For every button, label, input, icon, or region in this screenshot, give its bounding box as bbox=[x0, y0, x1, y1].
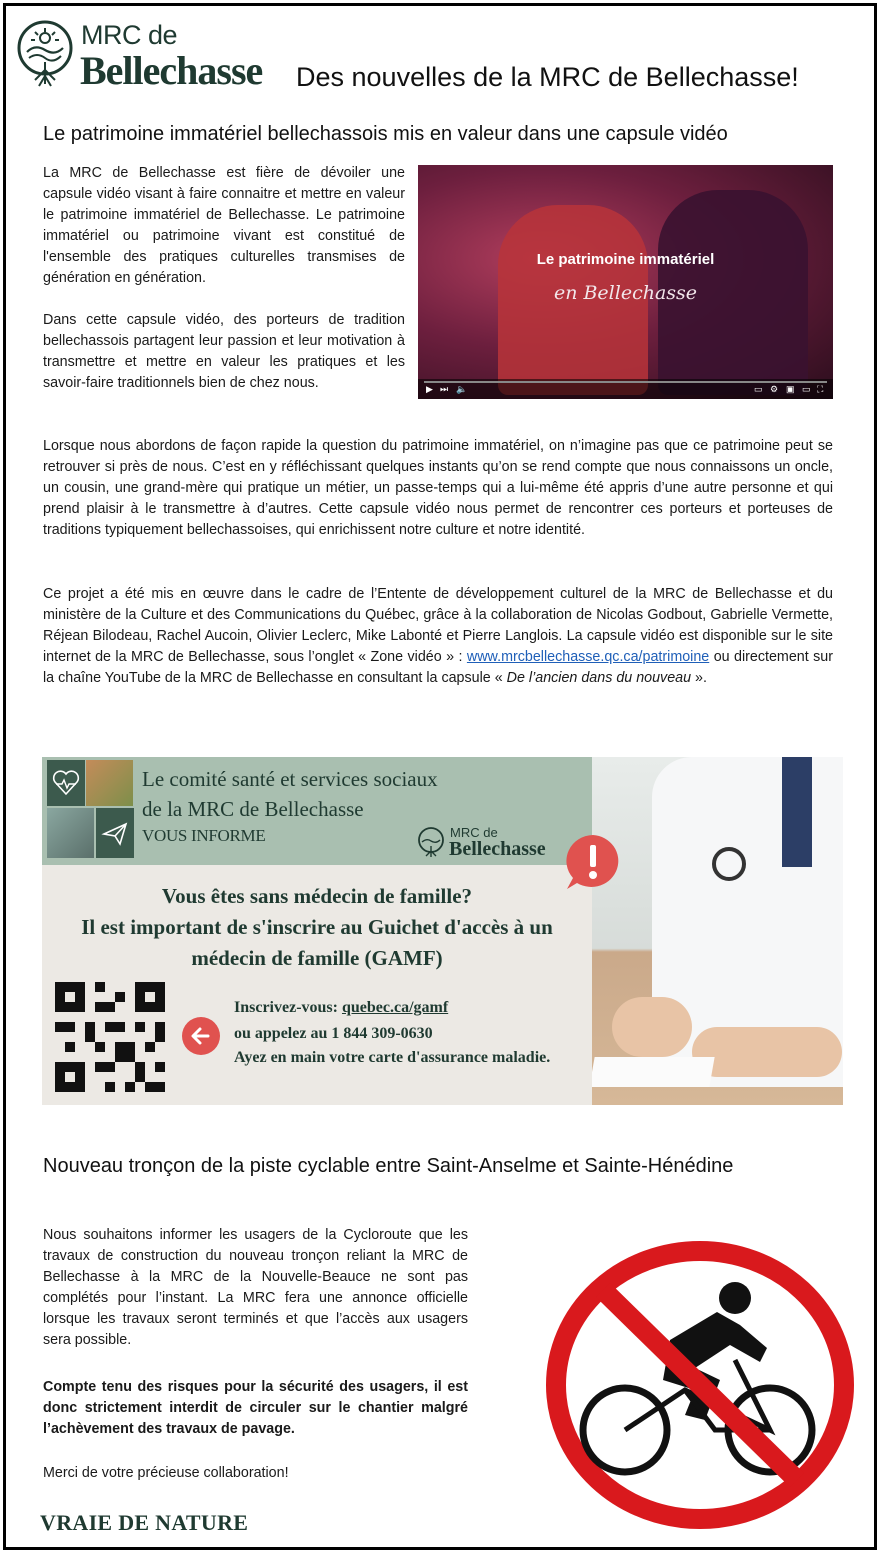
article2-paragraph-1: Nous souhaitons informer les usagers de la Cycloroute que les travaux de construction du nouveau tronçon reliant la MRC de Bellechasse à la MRC de la Nouvelle-Beauce ne sont pas complétés pour l’instant. La MRC fera une annonce officielle lorsque les travaux seront terminés et que l’accès aux usagers sera possible. bbox=[43, 1227, 468, 1348]
patrimoine-link[interactable]: www.mrcbellechasse.qc.ca/patrimoine bbox=[466, 649, 710, 665]
gamf-qr-code[interactable] bbox=[55, 982, 165, 1092]
family-photo bbox=[86, 760, 133, 806]
heart-tile bbox=[47, 760, 85, 806]
doctor-hand-right bbox=[692, 1027, 842, 1077]
send-tile bbox=[96, 808, 134, 858]
article1-title: Le patrimoine immatériel bellechassois mis en valeur dans une capsule vidéo bbox=[43, 123, 728, 145]
banner-question-line3: médecin de famille (GAMF) bbox=[191, 946, 443, 970]
article2-paragraph-2: Compte tenu des risques pour la sécurité des usagers, il est donc strictement interdit de circuler sur le chantier malgré l’achèvement des travaux de pavage. bbox=[43, 1379, 468, 1437]
footer-tagline: VRAIE DE NATURE bbox=[40, 1510, 249, 1535]
fullscreen-icon[interactable]: ⛶ bbox=[817, 384, 824, 394]
article1-paragraph-1: La MRC de Bellechasse est fière de dévoiler une capsule vidéo visant à faire connaitre et mettre en valeur le patrimoine immatériel de Bellechasse. Le patrimoine immatériel ou patrimoine vivant est constitué de l'ensemble des pratiques culturelles transmises de génération en génération. bbox=[43, 165, 405, 286]
video-controls[interactable] bbox=[418, 379, 833, 399]
article1-paragraph-4 bbox=[43, 584, 833, 689]
banner-question-line1: Vous êtes sans médecin de famille? bbox=[161, 884, 473, 908]
video-thumbnail[interactable] bbox=[418, 165, 833, 399]
banner-title-line2: de la MRC de Bellechasse bbox=[142, 797, 364, 821]
banner-action-line3: Ayez en main votre carte d'assurance maladie. bbox=[234, 1049, 551, 1066]
mrc-logo-emblem-icon bbox=[17, 18, 73, 92]
video-subtitle: en Bellechasse bbox=[553, 282, 698, 304]
alert-icon bbox=[563, 833, 623, 891]
miniplayer-icon[interactable]: ▣ bbox=[786, 384, 795, 394]
page-headline: Des nouvelles de la MRC de Bellechasse! bbox=[296, 62, 799, 92]
settings-icon[interactable]: ⚙ bbox=[770, 384, 779, 394]
paper-sheet bbox=[592, 1057, 715, 1087]
article1-paragraph-3: Lorsque nous abordons de façon rapide la question du patrimoine immatériel, on n’imagine pas que ce patrimoine peut se retrouver si près de nous. C’est en y réfléchissant quelques instants qu’on se rend compte que nous connaissons un oncle, un cousin, une grand-mère qui pratique un métier, un passe-temps qui a lui-même été appris d’une autre personne et qui prend plaisir à le transmettre à d’autres. Cette capsule vidéo nous permet de rencontrer ces porteurs et porteuses de traditions typiquement bellechassoises, qui enrichissent notre culture et notre identité. bbox=[43, 438, 833, 538]
captions-icon[interactable]: ▭ bbox=[754, 384, 763, 394]
banner-register-prefix: Inscrivez-vous: bbox=[234, 999, 342, 1016]
article2-paragraph-3: Merci de votre précieuse collaboration! bbox=[43, 1465, 289, 1481]
article1-paragraph-4-after: ou directement sur la chaîne YouTube de la MRC de Bellechasse en consultant la capsule « bbox=[43, 649, 833, 686]
doctor-tie bbox=[782, 757, 812, 867]
video-title: Le patrimoine immatériel bbox=[536, 251, 715, 268]
article1-paragraph-2: Dans cette capsule vidéo, des porteurs de tradition bellechassois partagent leur passion et leur motivation à transmettre et mettre en valeur les pratiques et les savoir-faire traditionnels bien de chez nous. bbox=[43, 312, 405, 391]
video-progress-track[interactable] bbox=[424, 381, 827, 383]
article2-title: Nouveau tronçon de la piste cyclable entre Saint-Anselme et Sainte-Hénédine bbox=[43, 1155, 734, 1177]
banner-action-line2: ou appelez au 1 844 309-0630 bbox=[234, 1025, 433, 1042]
doctor-hand-left bbox=[612, 997, 692, 1057]
group-photo bbox=[47, 808, 94, 858]
paper-plane-icon bbox=[96, 808, 134, 858]
banner-question-line2: Il est important de s'inscrire au Guichet d'accès à un bbox=[81, 915, 553, 939]
theater-icon[interactable]: ▭ bbox=[802, 384, 811, 394]
banner-logo-emblem-icon bbox=[416, 826, 446, 858]
banner-title-line1: Le comité santé et services sociaux bbox=[142, 767, 438, 791]
article1-paragraph-4-end: ». bbox=[691, 670, 707, 686]
banner-inform: VOUS INFORME bbox=[142, 826, 266, 845]
no-bicycles-sign-icon bbox=[545, 1240, 855, 1530]
arrow-left-icon bbox=[181, 1016, 221, 1056]
article1-paragraph-4-text: Ce projet a été mis en œuvre dans le cadre de l’Entente de développement culturel de la MRC de Bellechasse et du ministère de la Culture et des Communications du Québec, grâce à la collaboration de Nicolas Godbout, Gabrielle Vermette, Réjean Bilodeau, Rachel Aucoin, Olivier Leclerc, Mike Labonté et Pierre Langlois. La capsule vidéo est disponible sur le site internet de la MRC de Bellechasse, sous l’onglet « Zone vidéo » : bbox=[43, 586, 833, 665]
play-icon[interactable]: ▶ bbox=[426, 384, 433, 394]
banner-logo-mrc: MRC de bbox=[450, 825, 498, 840]
stethoscope-icon bbox=[712, 847, 746, 881]
capsule-title: De l’ancien dans du nouveau bbox=[506, 670, 692, 686]
logo-text-bellechasse: Bellechasse bbox=[80, 48, 263, 93]
gamf-link[interactable]: quebec.ca/gamf bbox=[341, 999, 449, 1016]
heart-icon bbox=[47, 760, 85, 806]
logo-text-mrc: MRC de bbox=[81, 20, 178, 50]
doctor-photo bbox=[592, 757, 843, 1105]
next-icon[interactable]: ⏭ bbox=[440, 384, 449, 394]
volume-icon[interactable]: 🔈 bbox=[456, 384, 468, 394]
banner-logo-bellechasse: Bellechasse bbox=[449, 838, 546, 860]
banner-action-line1 bbox=[234, 995, 448, 1021]
